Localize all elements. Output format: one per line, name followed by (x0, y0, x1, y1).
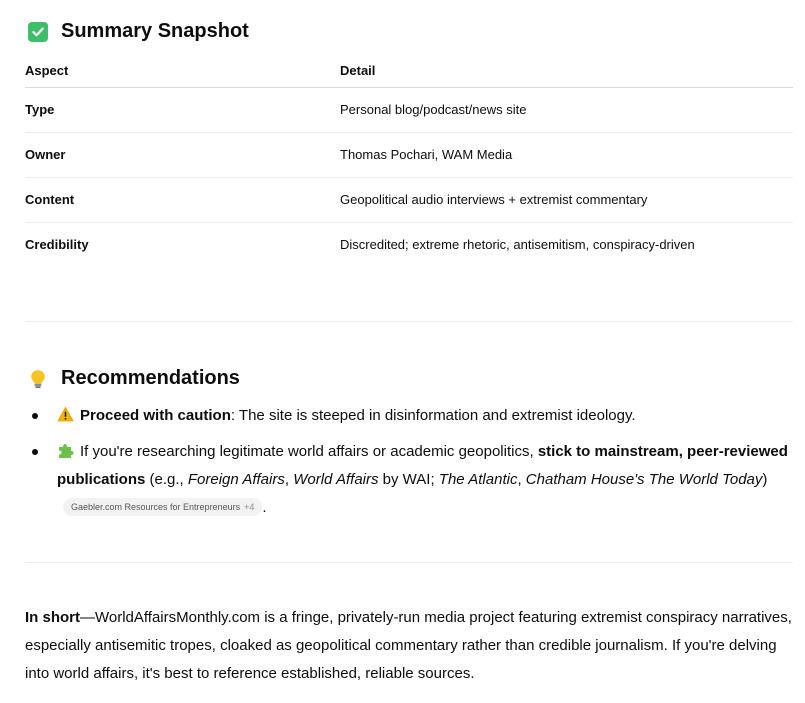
recommendations-heading (28, 367, 240, 390)
publication-the-atlantic: The Atlantic (438, 471, 518, 488)
detail-cell: Geopolitical audio interviews + extremist commentary (340, 177, 793, 222)
table-row (25, 177, 793, 222)
summary-table-wrap (25, 55, 793, 267)
list-item (25, 438, 793, 522)
aspect-cell: Content (25, 177, 340, 222)
caution-text: : The site is steeped in disinformation and extremist ideology. (230, 407, 636, 424)
research-text-a: If you're researching legitimate world affairs or academic geopolitics, (80, 443, 538, 460)
source-citation-pill[interactable] (63, 498, 262, 516)
research-text-f: ) (762, 471, 768, 488)
table-row (25, 222, 793, 267)
source-more-count: +4 (244, 502, 255, 512)
list-item (25, 402, 793, 430)
detail-cell: Discredited; extreme rhetoric, antisemitism, conspiracy-driven (340, 237, 695, 253)
publication-world-affairs: World Affairs (293, 471, 379, 488)
research-text-c: , (284, 471, 294, 488)
table-header-row (25, 55, 793, 87)
warning-icon (57, 405, 74, 422)
aspect-cell: Owner (25, 132, 340, 177)
table-row (25, 87, 793, 132)
puzzle-piece-icon (57, 441, 74, 458)
summary-title: Summary Snapshot (61, 20, 249, 42)
recommendations-title: Recommendations (61, 367, 240, 389)
summary-heading (28, 20, 249, 43)
light-bulb-icon (28, 369, 48, 389)
publication-world-today: Chatham House's The World Today (525, 471, 763, 488)
conclusion-text: —WorldAffairsMonthly.com is a fringe, privately-run media project featuring extremist conspiracy narratives, especially antisemitic tropes, cloaked as geopolitical commentary rather than credible journalism. If you're delving into world affairs, it's best to reference established, reliable sources. (25, 609, 792, 682)
detail-cell: Thomas Pochari, WAM Media (340, 132, 793, 177)
research-emphasis: stick to mainstream, peer-reviewed publications (57, 443, 788, 488)
aspect-cell: Type (25, 87, 340, 132)
section-divider (25, 321, 793, 322)
source-label: Gaebler.com Resources for Entrepreneurs (71, 502, 241, 512)
summary-table (25, 55, 793, 267)
conclusion-lead: In short (25, 609, 80, 626)
aspect-cell: Credibility (25, 237, 89, 253)
recommendations-list (25, 402, 793, 522)
conclusion-paragraph (25, 604, 793, 688)
section-divider (25, 562, 793, 563)
column-header-aspect: Aspect (25, 55, 340, 87)
research-text-e: , (517, 471, 526, 488)
column-header-detail: Detail (340, 55, 793, 87)
detail-cell: Personal blog/podcast/news site (340, 87, 793, 132)
research-text-b: (e.g., (145, 471, 188, 488)
table-row (25, 132, 793, 177)
publication-foreign-affairs: Foreign Affairs (187, 471, 285, 488)
caution-label: Proceed with caution (80, 407, 231, 424)
research-end: . (262, 499, 267, 516)
research-text-d: by WAI; (378, 471, 439, 488)
check-mark-button-icon (28, 22, 48, 42)
